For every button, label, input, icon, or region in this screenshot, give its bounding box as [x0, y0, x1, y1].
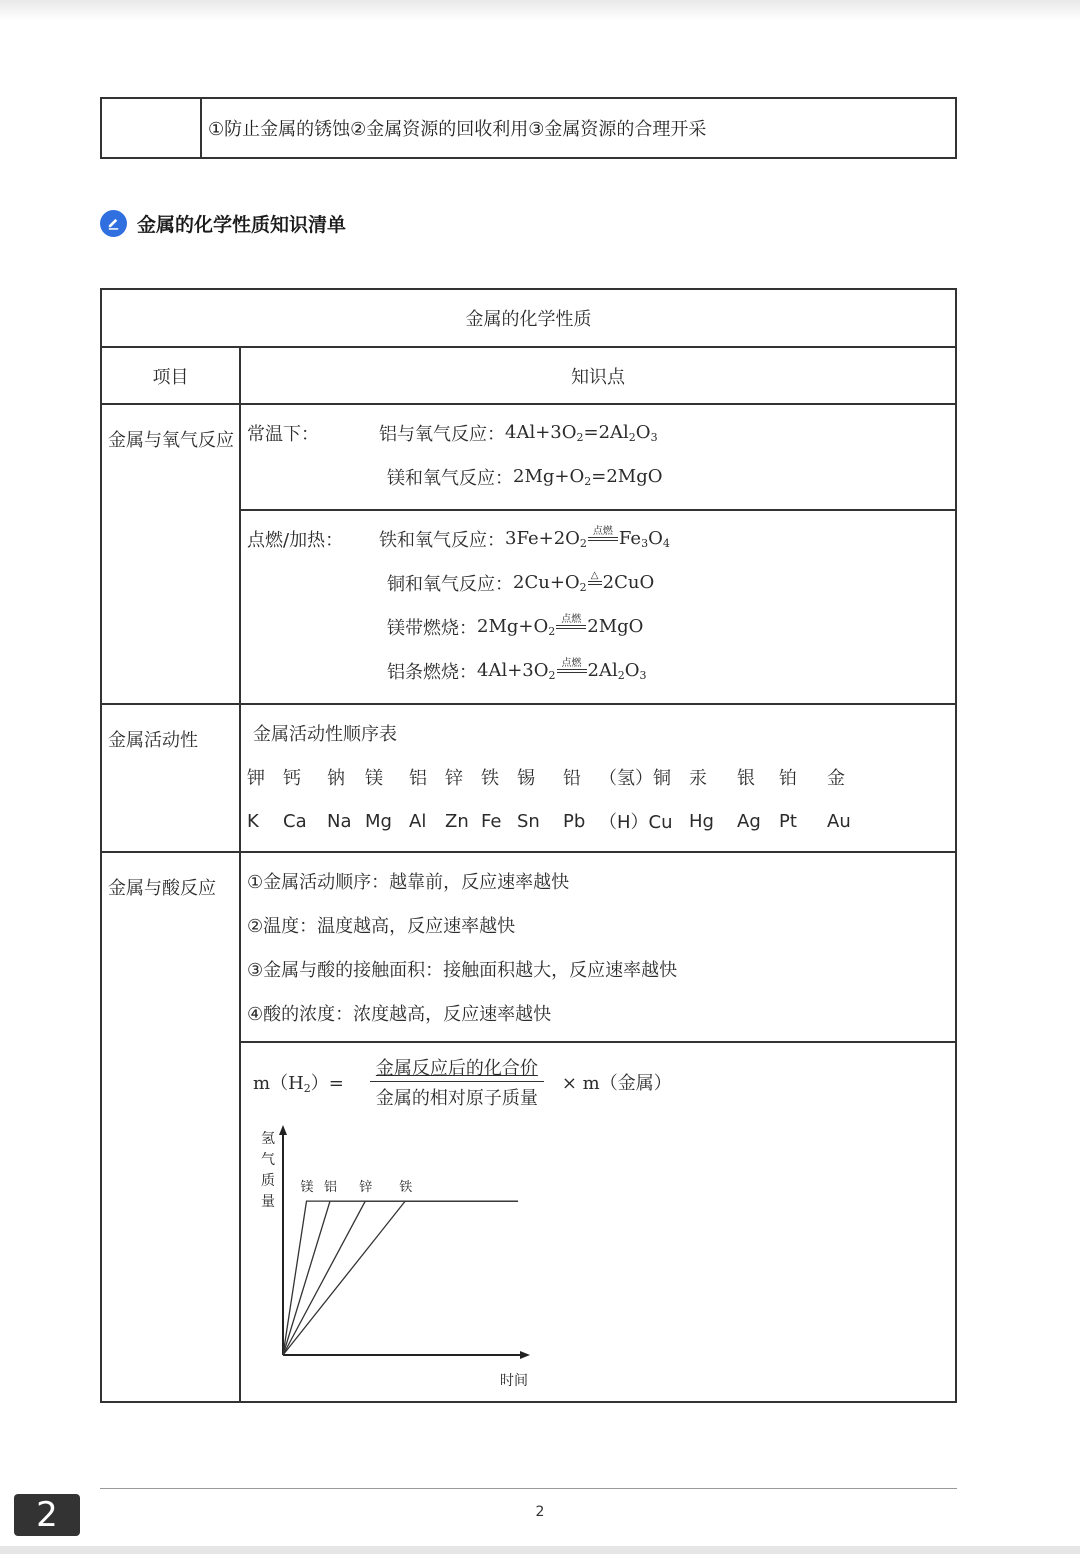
activity-cell	[240, 704, 956, 852]
fraction-numerator: 金属反应后的化合价	[370, 1054, 544, 1082]
activity-metal-symbol: K	[247, 810, 259, 832]
series-label: 锌	[359, 1180, 373, 1196]
acid-factor: ③金属与酸的接触面积：接触面积越大，反应速率越快	[247, 960, 678, 981]
hydrogen-mass-formula	[253, 1055, 672, 1109]
page-number: 2	[535, 1504, 545, 1520]
mass-h2-term: $m(H_2)=$	[253, 1073, 344, 1095]
section-heading	[100, 208, 346, 238]
activity-metal-symbol: Hg	[689, 810, 714, 832]
top-table-text-cell: ①防止金属的锈蚀②金属资源的回收利用③金属资源的合理开采	[201, 98, 956, 158]
activity-series-chinese	[247, 755, 949, 799]
y-axis-label: 氢	[261, 1131, 275, 1147]
acid-factor: ①金属活动顺序：越靠前，反应速率越快	[247, 872, 570, 893]
activity-metal-cn: 锌	[445, 768, 463, 789]
acid-factors-cell	[240, 852, 956, 1042]
y-axis-label: 质	[261, 1173, 275, 1189]
mg-burn-equation: $2Mg+O_2$ 点燃 2MgO	[477, 613, 644, 638]
mg-oxygen-label: 镁和氧气反应：	[387, 468, 513, 489]
pencil-icon	[100, 210, 127, 237]
hydrogen-time-chart	[251, 1125, 551, 1395]
series-line	[283, 1201, 518, 1355]
series-label: 镁	[300, 1180, 314, 1196]
series-line	[283, 1201, 518, 1355]
al-oxygen-line	[247, 411, 949, 455]
chemical-properties-table	[100, 288, 957, 1403]
activity-metal-symbol: Ca	[283, 810, 307, 832]
al-oxygen-equation: $4Al+3O_2=2Al_2O_3$	[505, 422, 658, 444]
activity-metal-symbol: Sn	[517, 810, 540, 832]
activity-metal-symbol: Au	[827, 810, 851, 832]
footer-rule	[100, 1488, 957, 1489]
ignite-condition: 点燃	[592, 525, 613, 537]
acid-factor: ④酸的浓度：浓度越高，反应速率越快	[247, 1004, 552, 1025]
ignite-heat-label: 点燃/加热：	[247, 530, 344, 551]
row-label-acid: 金属与酸反应	[101, 852, 240, 1402]
header-knowledge: 知识点	[240, 347, 956, 404]
activity-metal-cn: 铅	[563, 768, 581, 789]
fe-oxygen-equation: $3Fe+2O_2$ 点燃 $Fe_3O_4$	[505, 525, 670, 550]
activity-metal-symbol: Ag	[737, 810, 761, 832]
activity-metal-cn: 镁	[365, 768, 383, 789]
activity-metal-cn: 钠	[327, 768, 345, 789]
activity-metal-symbol: Pb	[563, 810, 586, 832]
activity-metal-symbol: Mg	[365, 810, 392, 832]
activity-metal-symbol: Al	[409, 810, 427, 832]
ignite-condition-2: 点燃	[561, 613, 582, 625]
x-axis-label: 时间	[500, 1373, 528, 1389]
activity-metal-symbol: Zn	[445, 810, 469, 832]
activity-metal-cn: 钙	[283, 768, 301, 789]
oxygen-heat-cell	[240, 510, 956, 704]
mg-burn-label: 镁带燃烧：	[387, 618, 477, 639]
al-burn-line	[247, 649, 949, 693]
metal-mass-term: × m（金属）	[561, 1073, 672, 1094]
mg-oxygen-line	[247, 455, 949, 499]
mass-fraction	[370, 1054, 544, 1110]
activity-series-symbols	[247, 799, 949, 843]
fe-oxygen-line	[247, 517, 949, 561]
series-line	[283, 1201, 518, 1355]
heat-condition: △	[590, 569, 599, 581]
activity-metal-cn: 铂	[779, 768, 797, 789]
al-oxygen-label: 铝与氧气反应：	[379, 424, 505, 445]
header-item: 项目	[101, 347, 240, 404]
fraction-denominator: 金属的相对原子质量	[375, 1088, 538, 1109]
page-top-shadow	[0, 0, 1080, 20]
row-label-activity: 金属活动性	[101, 704, 240, 852]
activity-metal-cn: 汞	[689, 768, 707, 789]
normal-temp-label: 常温下：	[247, 424, 319, 445]
mg-oxygen-equation: $2Mg+O_2=2MgO$	[513, 466, 663, 488]
x-axis-arrow	[520, 1351, 530, 1359]
cu-oxygen-equation: $2Cu+O_2$ △ 2CuO	[513, 569, 655, 594]
y-axis-label: 气	[261, 1152, 275, 1168]
ignite-condition-3: 点燃	[561, 657, 582, 669]
cu-oxygen-line	[247, 561, 949, 605]
activity-metal-symbol: （H）Cu	[599, 812, 673, 833]
acid-factor: ②温度：温度越高，反应速率越快	[247, 916, 516, 937]
activity-metal-cn: 锡	[517, 768, 535, 789]
row-label-oxygen: 金属与氧气反应	[101, 404, 240, 704]
series-label: 铁	[399, 1180, 413, 1196]
activity-metal-symbol: Fe	[481, 810, 502, 832]
activity-metal-cn: 铁	[481, 768, 499, 789]
activity-metal-cn: 钾	[247, 768, 265, 789]
table-title: 金属的化学性质	[101, 289, 956, 347]
top-table	[100, 97, 957, 159]
activity-metal-cn: （氢）铜	[599, 768, 671, 789]
y-axis-arrow	[279, 1125, 287, 1135]
activity-title: 金属活动性顺序表	[253, 724, 397, 745]
top-table-empty-cell	[101, 98, 201, 158]
activity-metal-symbol: Na	[327, 810, 352, 832]
hydrogen-mass-cell	[240, 1042, 956, 1402]
y-axis-label: 量	[261, 1194, 275, 1210]
page-badge: 2	[14, 1494, 80, 1536]
fe-oxygen-label: 铁和氧气反应：	[379, 530, 505, 551]
cu-oxygen-label: 铜和氧气反应：	[387, 574, 513, 595]
oxygen-normal-cell	[240, 404, 956, 510]
series-label: 铝	[324, 1180, 338, 1196]
activity-metal-cn: 铝	[409, 768, 427, 789]
activity-metal-symbol: Pt	[779, 810, 797, 832]
section-title: 金属的化学性质知识清单	[137, 213, 347, 236]
mg-burn-line	[247, 605, 949, 649]
activity-metal-cn: 银	[737, 768, 755, 789]
activity-metal-cn: 金	[827, 768, 845, 789]
series-line	[283, 1201, 518, 1355]
al-burn-label: 铝条燃烧：	[387, 662, 477, 683]
al-burn-equation: $4Al+3O_2$ 点燃 $2Al_2O_3$	[477, 657, 647, 682]
page-bottom-band	[0, 1546, 1080, 1554]
